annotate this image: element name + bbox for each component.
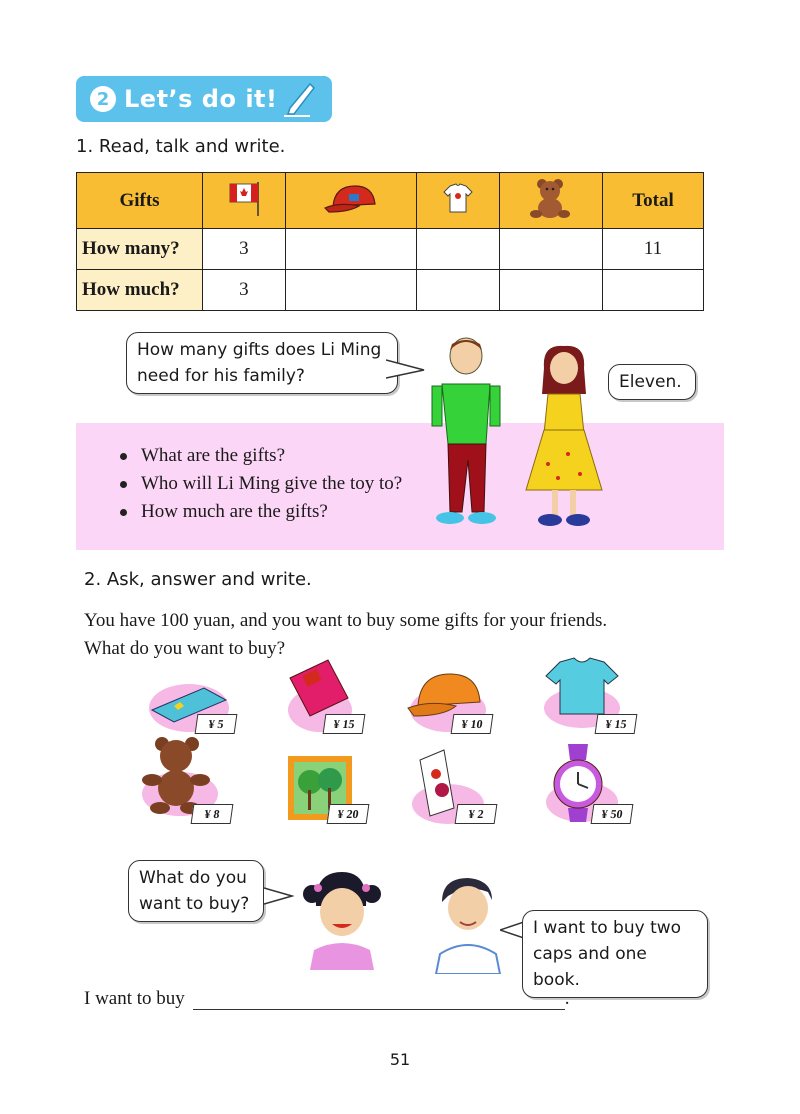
price-tag: ¥ 50 — [591, 804, 634, 824]
row-label: How much? — [77, 270, 203, 311]
price-tag: ¥ 2 — [455, 804, 498, 824]
teddy-cell — [499, 173, 602, 229]
speech-bubble-girl-2: What do you want to buy? — [128, 860, 264, 922]
answer-line: I want to buy . — [84, 988, 570, 1009]
table-cell[interactable] — [499, 270, 602, 311]
section-number: 2 — [90, 86, 116, 112]
exercise-1-title: 1. Read, talk and write. — [76, 136, 286, 157]
boy-illustration — [430, 874, 506, 974]
girl-illustration — [524, 344, 604, 530]
tshirt-icon — [438, 178, 478, 218]
teddy-bear-icon — [526, 176, 576, 220]
flag-cell — [203, 173, 286, 229]
list-item: What are the gifts? — [120, 442, 402, 470]
section-header — [76, 76, 332, 122]
price-tag: ¥ 15 — [323, 714, 366, 734]
gifts-table — [76, 172, 704, 311]
gifts-header: Gifts — [77, 173, 203, 229]
price-tag: ¥ 8 — [191, 804, 234, 824]
table-cell[interactable] — [285, 229, 416, 270]
girl-illustration — [296, 866, 386, 970]
instruction-text: You have 100 yuan, and you want to buy some gifts for your friends. What do you want to buy? — [84, 610, 608, 659]
answer-blank[interactable] — [193, 991, 565, 1010]
price-tag: ¥ 20 — [327, 804, 370, 824]
boy-illustration — [422, 336, 512, 530]
table-cell[interactable]: 11 — [603, 229, 704, 270]
row-label: How many? — [77, 229, 203, 270]
price-tag: ¥ 15 — [595, 714, 638, 734]
table-cell[interactable] — [603, 270, 704, 311]
table-cell[interactable] — [417, 229, 500, 270]
table-cell[interactable] — [285, 270, 416, 311]
cap-cell — [285, 173, 416, 229]
list-item: How much are the gifts? — [120, 498, 402, 526]
price-tag: ¥ 5 — [195, 714, 238, 734]
canada-flag-icon — [224, 178, 264, 218]
speech-bubble-boy: How many gifts does Li Ming need for his family? — [126, 332, 398, 394]
cap-icon — [319, 178, 383, 218]
bubble-tail — [264, 886, 294, 906]
speech-bubble-boy-2: I want to buy two caps and one book. — [522, 910, 708, 998]
exercise-2-title: 2. Ask, answer and write. — [84, 569, 312, 590]
bubble-tail — [500, 920, 524, 940]
bubble-tail — [386, 358, 426, 382]
price-tag: ¥ 10 — [451, 714, 494, 734]
tshirt-cell — [417, 173, 500, 229]
table-cell[interactable]: 3 — [203, 229, 286, 270]
total-header: Total — [603, 173, 704, 229]
page-number: 51 — [389, 1050, 411, 1069]
question-list — [120, 442, 402, 526]
section-title: Let’s do it! — [124, 85, 278, 113]
pencil-icon — [280, 80, 320, 120]
table-cell[interactable] — [417, 270, 500, 311]
table-cell[interactable] — [499, 229, 602, 270]
list-item: Who will Li Ming give the toy to? — [120, 470, 402, 498]
table-cell[interactable]: 3 — [203, 270, 286, 311]
speech-bubble-girl: Eleven. — [608, 364, 696, 400]
